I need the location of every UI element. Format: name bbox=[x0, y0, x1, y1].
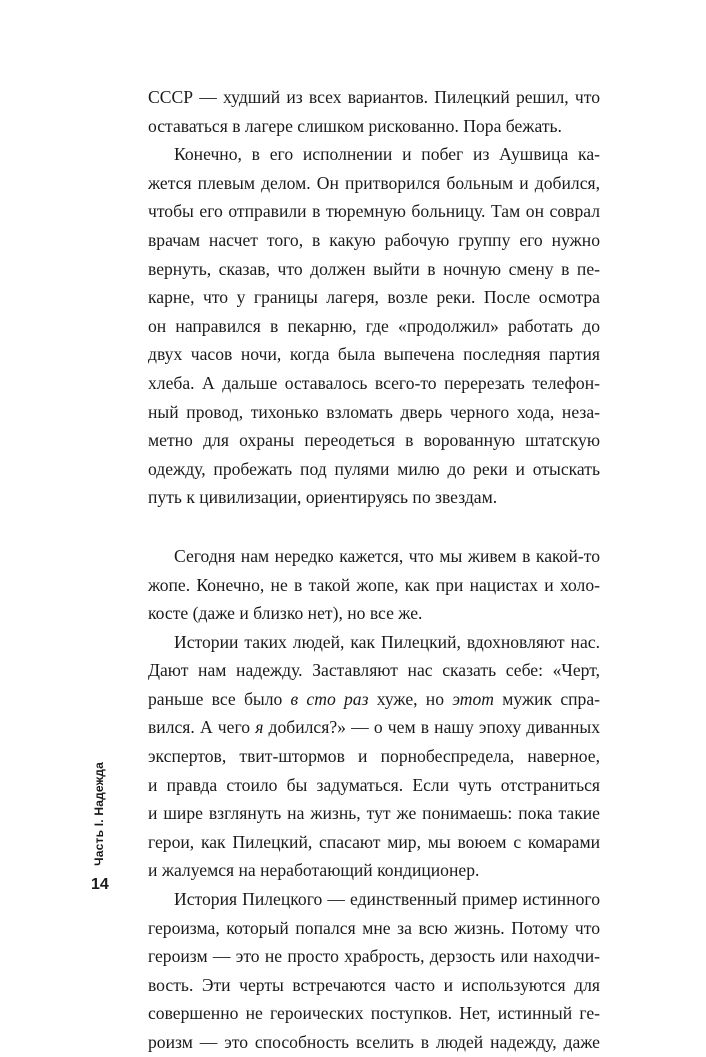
italic-run: этот bbox=[452, 688, 494, 709]
text-line: и жалуемся на неработающий кондиционер. bbox=[148, 860, 480, 881]
text-line: карне, что у границы лагеря, возле реки. После осмотра bbox=[148, 287, 600, 308]
text-line: косте (даже и близко нет), но все же. bbox=[148, 603, 423, 624]
italic-run: я bbox=[255, 717, 264, 738]
text-line: хлеба. А дальше оставалось всего-то перерезать телефон- bbox=[148, 372, 600, 393]
text-line: героизм — это не просто храбрость, дерзость или находчи- bbox=[148, 946, 600, 967]
text-line: совершенно не героических поступков. Нет, истинный ге- bbox=[148, 1003, 600, 1024]
text-line: жопе. Конечно, не в такой жопе, как при нацистах и холо- bbox=[148, 574, 600, 595]
text-line: метно для охраны переодеться в ворованную штатскую bbox=[148, 430, 600, 451]
text-line: героизма, который попался мне за всю жизнь. Потому что bbox=[148, 917, 600, 938]
text-run: раньше все было bbox=[148, 688, 291, 709]
running-head: Часть I. Надежда bbox=[92, 762, 106, 866]
italic-run: в сто раз bbox=[290, 688, 369, 709]
body-text bbox=[148, 83, 600, 1057]
text-line: экспертов, твит-штормов и порнобеспредела, наверное, bbox=[148, 746, 600, 767]
text-run: мужик спра- bbox=[494, 688, 601, 709]
text-run: добился?» — о чем в нашу эпоху диванных bbox=[263, 717, 600, 738]
text-run: вился. А чего bbox=[148, 717, 256, 738]
text-line: врачам насчет того, в какую рабочую группу его нужно bbox=[148, 229, 600, 250]
text-line: двух часов ночи, когда была выпечена последняя партия bbox=[148, 344, 600, 365]
text-line: Дают нам надежду. Заставляют нас сказать себе: «Черт, bbox=[148, 660, 600, 681]
text-line: одежду, пробежать под пулями милю до реки и отыскать bbox=[148, 458, 600, 479]
page-number: 14 bbox=[91, 876, 109, 893]
text-line: он направился в пекарню, где «продолжил» работать до bbox=[148, 315, 600, 336]
text-line: ный провод, тихонько взломать дверь черного хода, неза- bbox=[148, 401, 600, 422]
text-line: Сегодня нам нередко кажется, что мы живем в какой-то bbox=[174, 545, 600, 566]
text-line: герои, как Пилецкий, спасают мир, мы воюем с комарами bbox=[148, 831, 600, 852]
text-line: История Пилецкого — единственный пример истинного bbox=[174, 889, 600, 910]
text-run: хуже, но bbox=[368, 688, 453, 709]
text-line: и правда стоило бы задуматься. Если чуть отстраниться bbox=[148, 774, 600, 795]
text-line: оставаться в лагере слишком рискованно. Пора бежать. bbox=[148, 115, 562, 136]
text-line: чтобы его отправили в тюремную больницу. Там он соврал bbox=[148, 201, 600, 222]
text-line: СССР — худший из всех вариантов. Пилецкий решил, что bbox=[148, 87, 600, 107]
text-line: жется плевым делом. Он притворился больным и добился, bbox=[148, 172, 600, 193]
text-line: роизм — это способность вселить в людей надежду, даже bbox=[148, 1032, 600, 1052]
text-line bbox=[148, 685, 600, 714]
text-line: вость. Эти черты встречаются часто и используются для bbox=[148, 974, 600, 995]
text-line: Истории таких людей, как Пилецкий, вдохновляют нас. bbox=[174, 631, 600, 652]
section-break bbox=[148, 512, 600, 542]
text-line: путь к цивилизации, ориентируясь по звездам. bbox=[148, 487, 498, 508]
text-line: и шире взглянуть на жизнь, тут же понимаешь: пока такие bbox=[148, 803, 600, 824]
text-line bbox=[148, 713, 600, 742]
text-line: Конечно, в его исполнении и побег из Аушвица ка- bbox=[174, 144, 600, 165]
text-line: вернуть, сказав, что должен выйти в ночную смену в пе- bbox=[148, 258, 600, 279]
